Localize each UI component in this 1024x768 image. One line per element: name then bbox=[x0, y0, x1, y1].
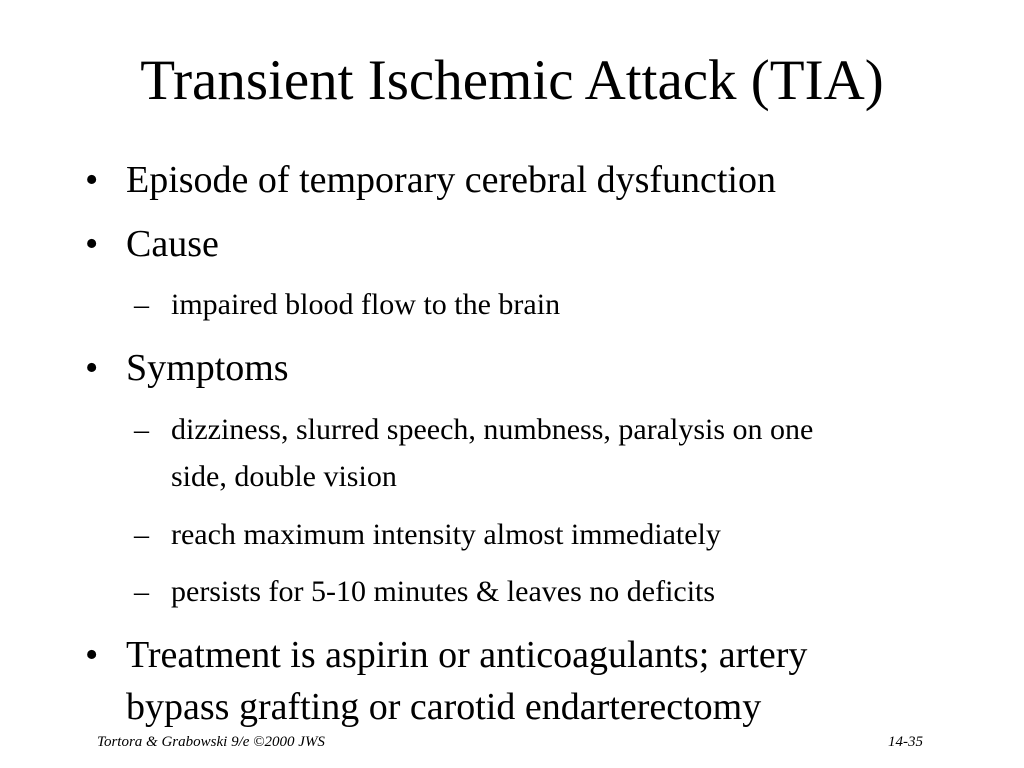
bullet-text: Symptoms bbox=[126, 347, 289, 389]
sub-bullet-text: impaired blood flow to the brain bbox=[171, 288, 561, 321]
bullet-text-line1: Treatment is aspirin or anticoagulants; artery bbox=[126, 634, 808, 676]
sub-bullet-mark: – bbox=[134, 288, 149, 321]
bullet-text: Cause bbox=[126, 223, 219, 265]
sub-bullet-mark: – bbox=[134, 413, 149, 446]
footer-citation: Tortora & Grabowski 9/e ©2000 JWS bbox=[97, 734, 325, 750]
bullet-mark: • bbox=[85, 347, 99, 389]
bullet-text-line2: bypass grafting or carotid endarterectomy bbox=[126, 686, 762, 728]
footer-slide-number: 14-35 bbox=[888, 734, 923, 750]
sub-bullet-mark: – bbox=[134, 575, 149, 608]
sub-bullet-mark: – bbox=[134, 518, 149, 551]
sub-bullet-text-line2: side, double vision bbox=[171, 460, 397, 493]
bullet-text: Episode of temporary cerebral dysfunction bbox=[126, 159, 776, 201]
sub-bullet-text: reach maximum intensity almost immediately bbox=[171, 518, 721, 551]
slide-title: Transient Ischemic Attack (TIA) bbox=[140, 49, 884, 112]
bullet-mark: • bbox=[85, 159, 99, 201]
sub-bullet-text-line1: dizziness, slurred speech, numbness, paralysis on one bbox=[171, 413, 814, 446]
bullet-mark: • bbox=[85, 223, 99, 265]
bullet-mark: • bbox=[85, 634, 99, 676]
sub-bullet-text: persists for 5-10 minutes & leaves no deficits bbox=[171, 575, 716, 608]
